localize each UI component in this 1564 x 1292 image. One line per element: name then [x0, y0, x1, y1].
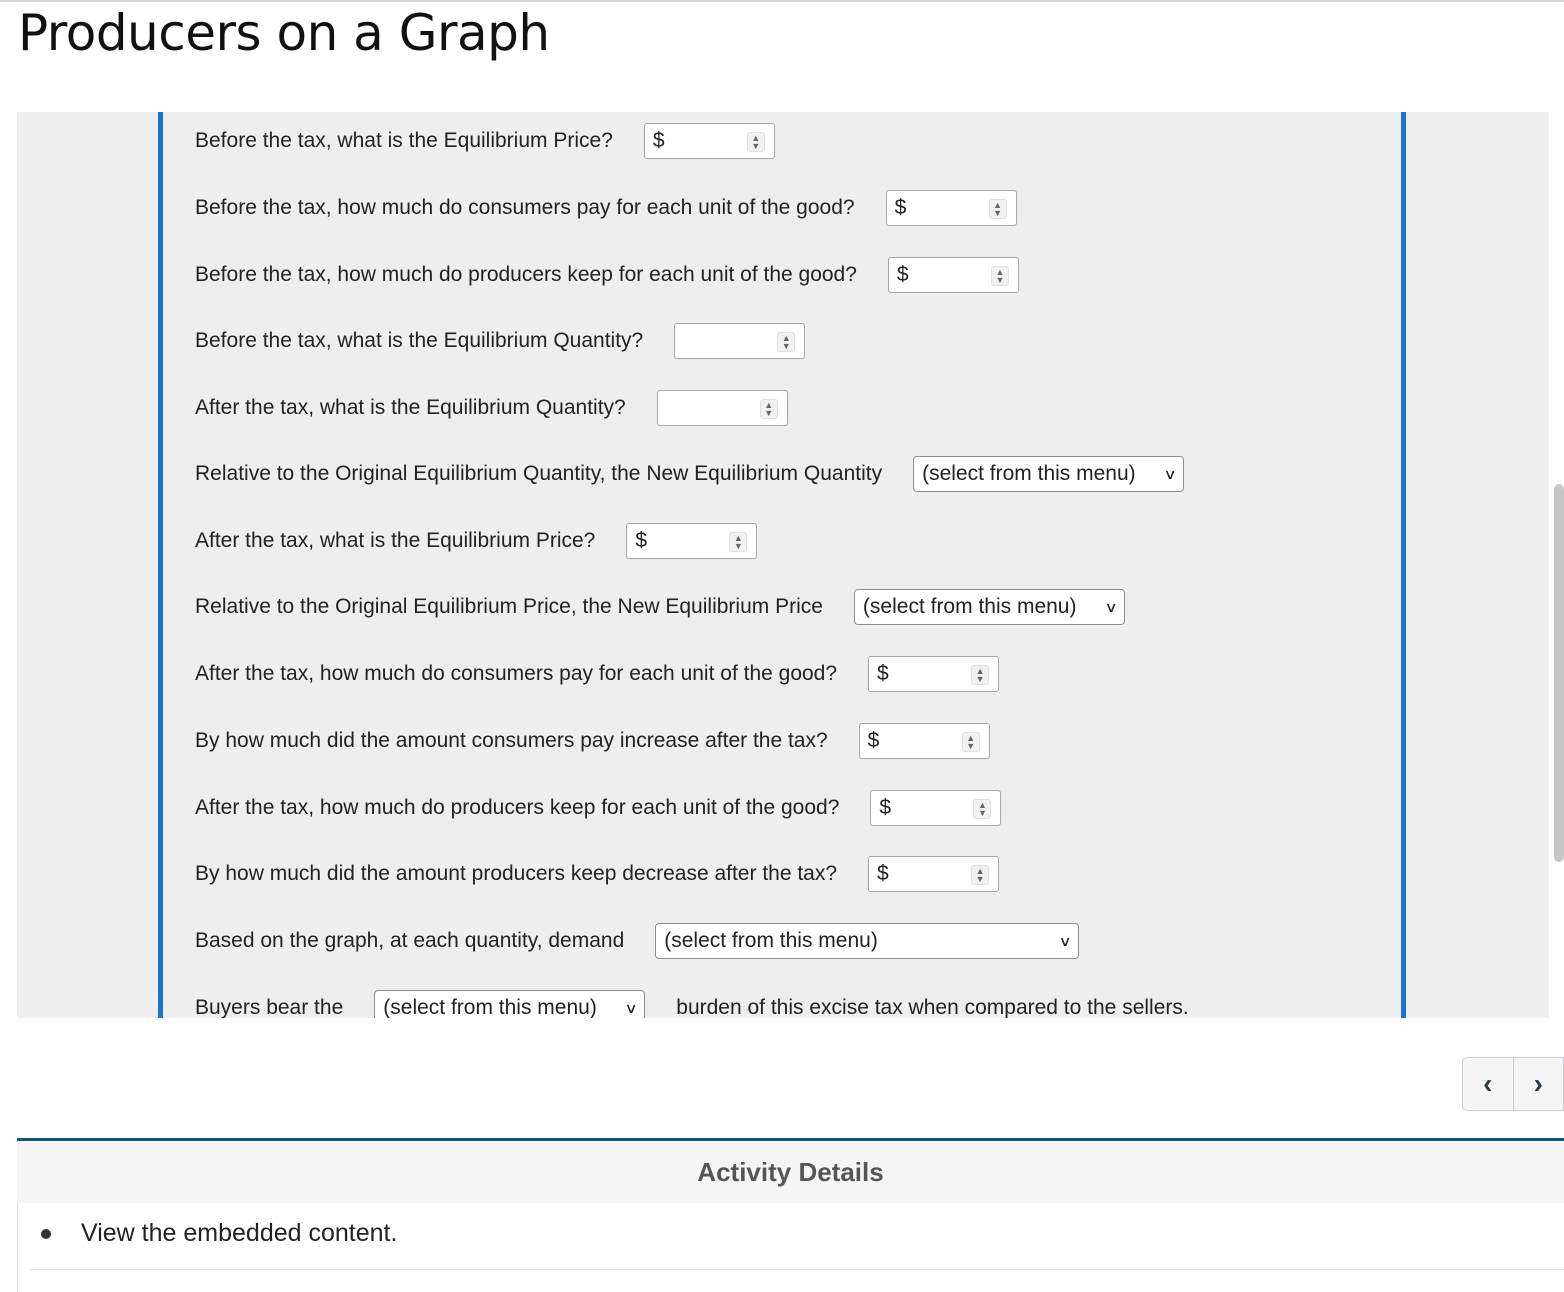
- question-row: [195, 721, 990, 761]
- question-label: By how much did the amount consumers pay increase after the tax?: [195, 729, 828, 752]
- equilibrium-quantity-before-input[interactable]: [674, 323, 805, 359]
- consumers-pay-before-input[interactable]: [886, 190, 1017, 226]
- demand-select[interactable]: [655, 923, 1079, 959]
- select-value: (select from this menu): [664, 929, 878, 952]
- spinner-icon[interactable]: ▲ ▼: [747, 132, 765, 152]
- select-value: (select from this menu): [862, 595, 1077, 618]
- question-label: After the tax, what is the Equilibrium Price?: [195, 529, 596, 552]
- next-button[interactable]: [1513, 1058, 1563, 1110]
- select-value: (select from this menu): [922, 462, 1136, 485]
- question-label: After the tax, how much do consumers pay for each unit of the good?: [195, 662, 838, 685]
- equilibrium-price-after-input[interactable]: [626, 523, 757, 559]
- scrollbar-thumb[interactable]: [1554, 484, 1564, 862]
- question-row: [195, 121, 775, 161]
- equilibrium-price-before-input[interactable]: [644, 123, 775, 159]
- spinner-icon[interactable]: ▲ ▼: [760, 399, 778, 419]
- spinner-icon[interactable]: ▲ ▼: [777, 332, 795, 352]
- producers-keep-after-input[interactable]: [870, 790, 1001, 826]
- spinner-icon[interactable]: ▲ ▼: [962, 732, 980, 752]
- chevron-down-icon: ∨: [1163, 465, 1177, 482]
- dollar-prefix: $: [879, 796, 892, 819]
- question-label: Before the tax, what is the Equilibrium Quantity?: [195, 329, 644, 352]
- question-label: Based on the graph, at each quantity, demand: [195, 929, 625, 952]
- new-quantity-select[interactable]: [913, 456, 1184, 492]
- chevron-down-icon: ∨: [1058, 932, 1072, 949]
- question-row: [195, 188, 1017, 228]
- consumers-pay-after-input[interactable]: [868, 656, 999, 692]
- chevron-right-icon: ›: [1533, 1068, 1543, 1099]
- dollar-prefix: $: [894, 196, 907, 219]
- spinner-icon[interactable]: ▲ ▼: [971, 665, 989, 685]
- burden-select[interactable]: [374, 990, 645, 1018]
- question-row: [195, 388, 788, 428]
- producer-decrease-input[interactable]: [868, 856, 999, 892]
- page-title: Producers on a Graph: [18, 4, 550, 62]
- question-label: Before the tax, how much do producers keep for each unit of the good?: [195, 263, 857, 286]
- question-row: [195, 255, 1019, 295]
- chevron-down-icon: ∨: [1104, 598, 1118, 615]
- dollar-prefix: $: [635, 529, 648, 552]
- spinner-icon[interactable]: ▲ ▼: [991, 266, 1009, 286]
- select-value: (select from this menu): [383, 996, 597, 1018]
- bullet-icon: [41, 1229, 51, 1239]
- spinner-icon[interactable]: ▲ ▼: [971, 865, 989, 885]
- dollar-prefix: $: [877, 862, 889, 885]
- question-row: [195, 521, 757, 561]
- equilibrium-quantity-after-input[interactable]: [657, 390, 788, 426]
- pager: [1462, 1057, 1564, 1111]
- question-row: [195, 454, 1184, 494]
- list-item-text: View the embedded content.: [81, 1219, 398, 1247]
- spinner-icon[interactable]: ▲ ▼: [989, 199, 1007, 219]
- question-panel: [158, 112, 1406, 1018]
- activity-details-heading: Activity Details: [17, 1141, 1564, 1203]
- previous-button[interactable]: [1463, 1058, 1513, 1110]
- question-label: By how much did the amount producers keep decrease after the tax?: [195, 862, 838, 885]
- chevron-down-icon: ∨: [624, 999, 638, 1016]
- question-label: Before the tax, what is the Equilibrium Price?: [195, 129, 613, 152]
- dollar-prefix: $: [652, 129, 665, 152]
- question-label: Before the tax, how much do consumers pay for each unit of the good?: [195, 196, 855, 219]
- question-row: [195, 587, 1125, 627]
- consumer-increase-input[interactable]: [859, 723, 990, 759]
- question-label: After the tax, what is the Equilibrium Quantity?: [195, 396, 626, 419]
- dollar-prefix: $: [877, 662, 889, 685]
- question-row: [195, 988, 1189, 1018]
- new-price-select[interactable]: [854, 589, 1125, 625]
- embedded-content-frame[interactable]: [17, 112, 1549, 1018]
- dollar-prefix: $: [867, 729, 880, 752]
- top-divider: [0, 0, 1564, 2]
- question-suffix: burden of this excise tax when compared to the sellers.: [676, 996, 1189, 1018]
- activity-details-body: [17, 1203, 1564, 1292]
- list-item: [41, 1219, 397, 1248]
- question-row: [195, 854, 999, 894]
- question-label: Buyers bear the: [195, 996, 344, 1018]
- question-row: [195, 321, 805, 361]
- question-label: Relative to the Original Equilibrium Quantity, the New Equilibrium Quantity: [195, 462, 883, 485]
- question-row: [195, 788, 1001, 828]
- details-bottom-divider: [30, 1269, 1564, 1270]
- dollar-prefix: $: [896, 263, 909, 286]
- chevron-left-icon: ‹: [1483, 1068, 1493, 1099]
- question-row: [195, 921, 1079, 961]
- question-row: [195, 654, 999, 694]
- question-label: Relative to the Original Equilibrium Price, the New Equilibrium Price: [195, 595, 823, 618]
- question-label: After the tax, how much do producers keep for each unit of the good?: [195, 796, 840, 819]
- spinner-icon[interactable]: ▲ ▼: [729, 532, 747, 552]
- spinner-icon[interactable]: ▲ ▼: [973, 799, 991, 819]
- producers-keep-before-input[interactable]: [888, 257, 1019, 293]
